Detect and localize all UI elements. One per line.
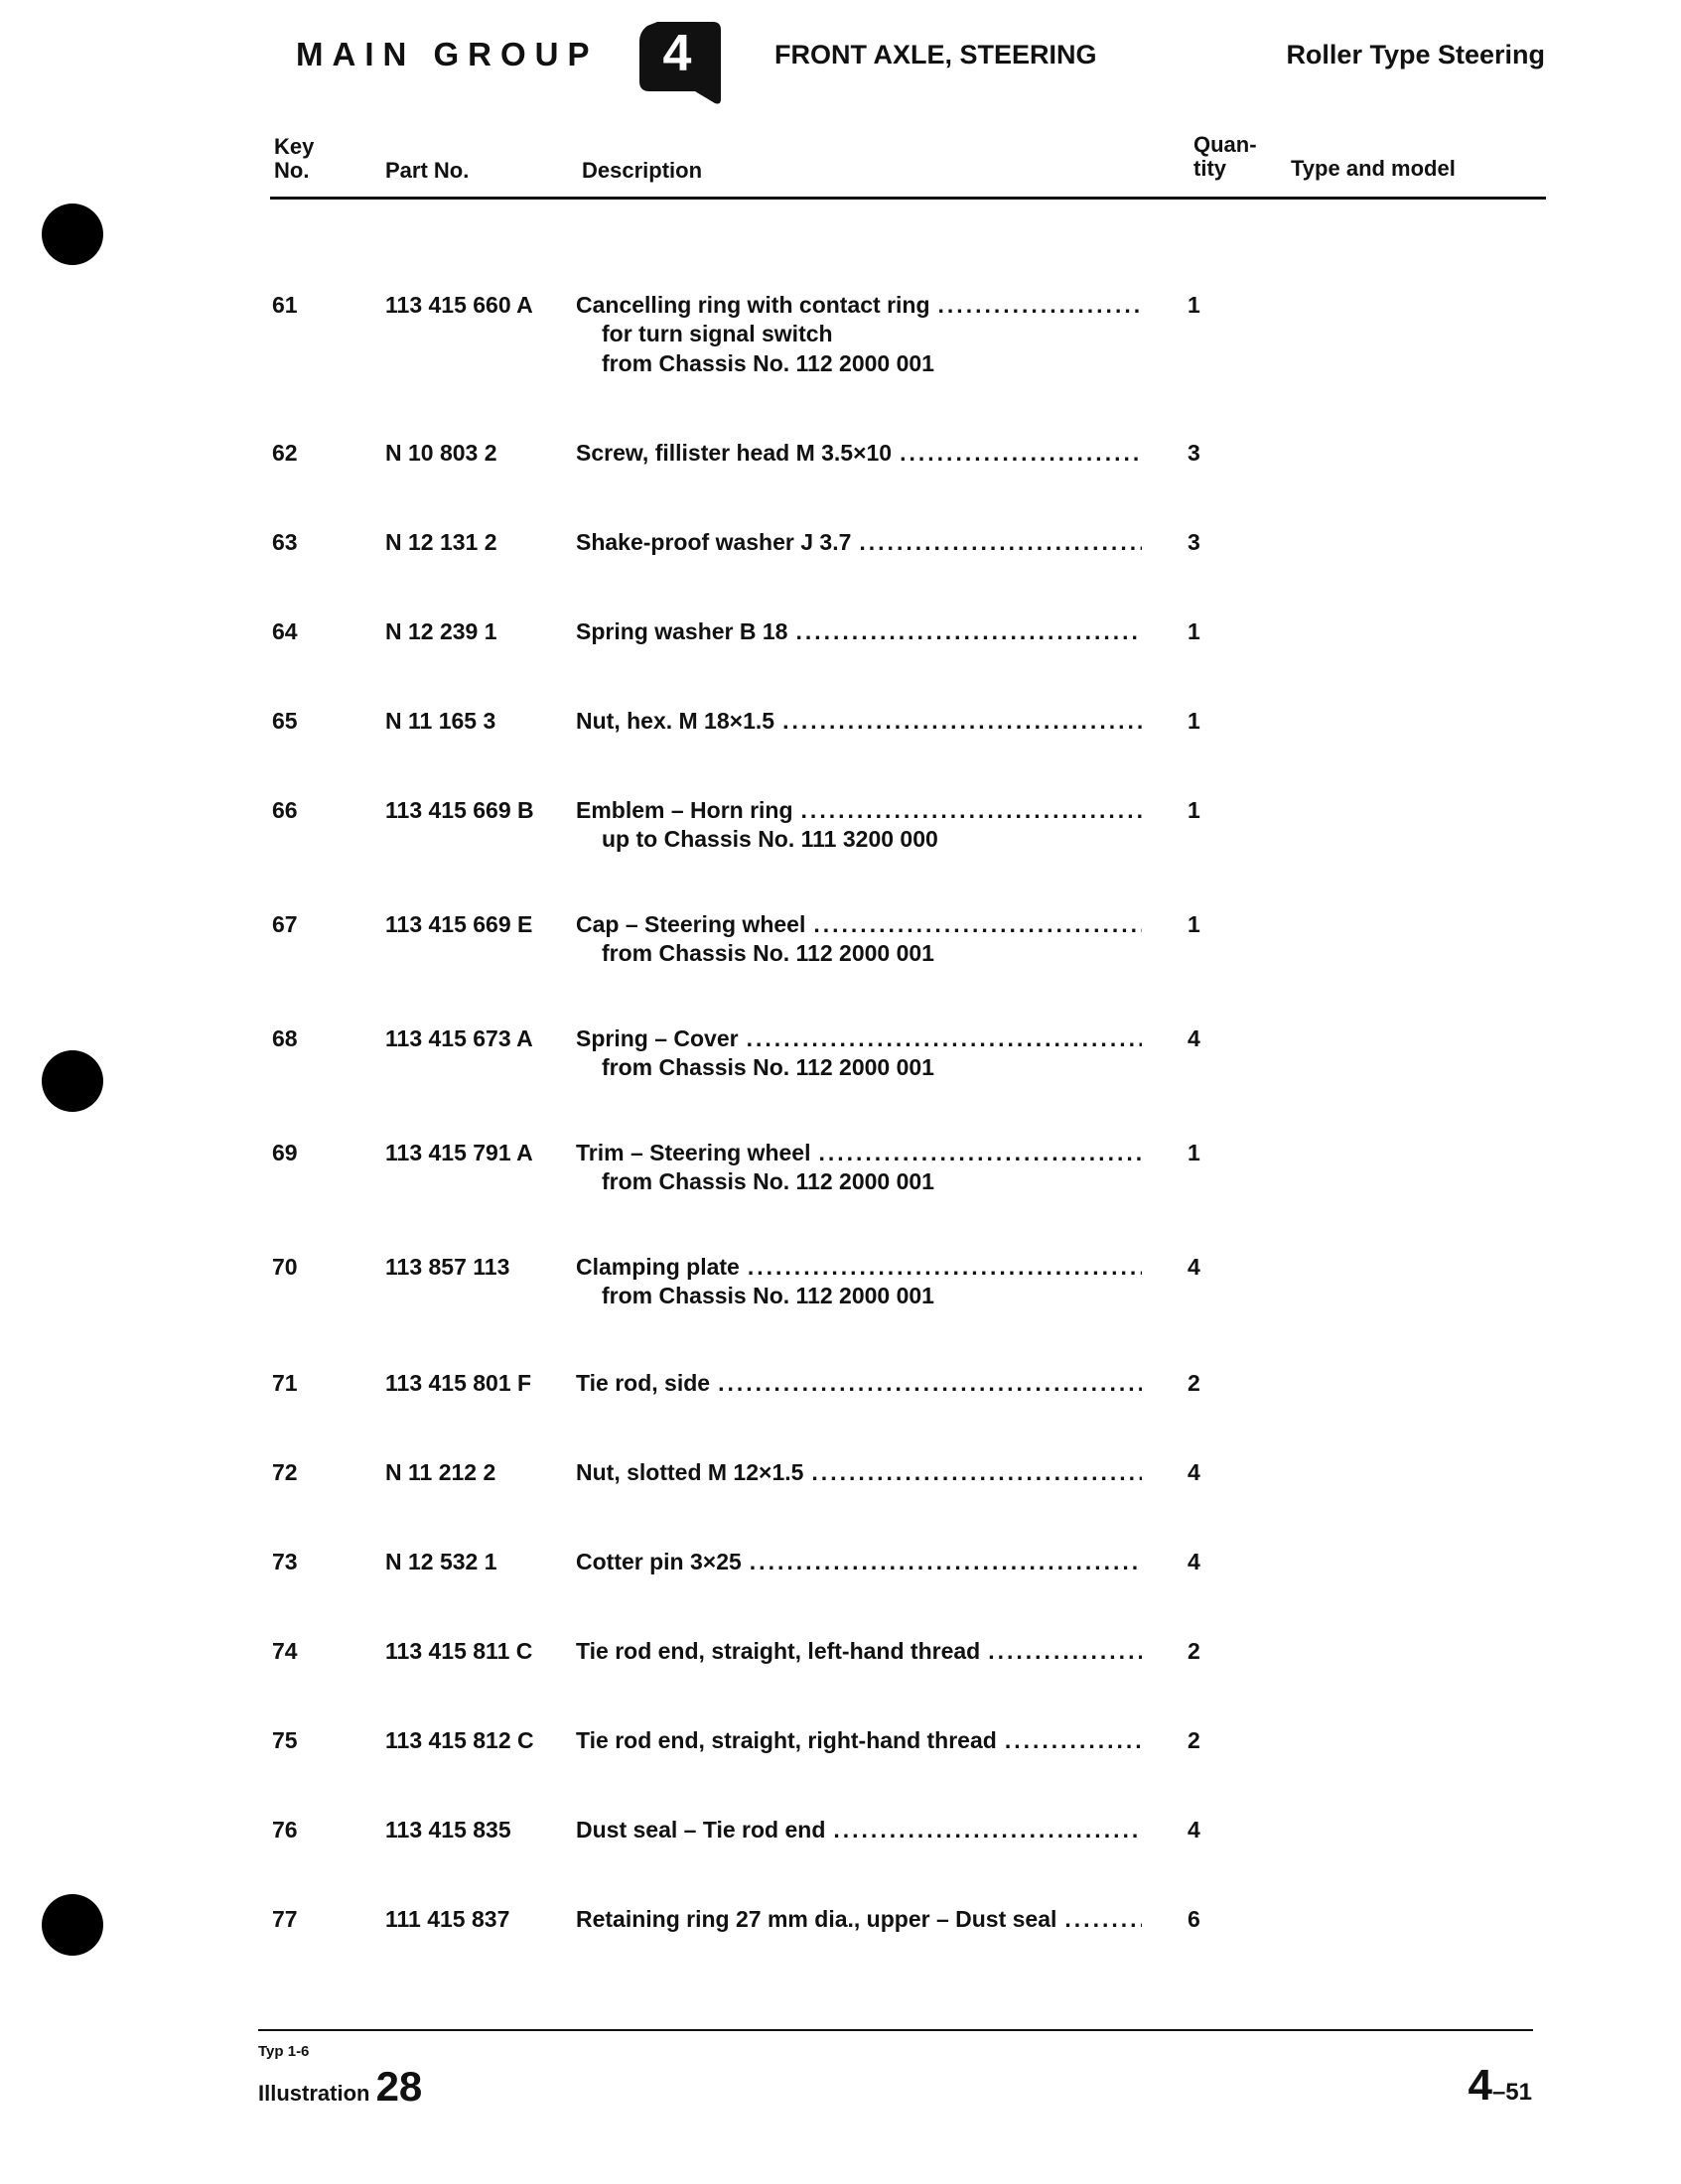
- quantity: 2: [1188, 1370, 1200, 1396]
- quantity: 1: [1188, 797, 1200, 823]
- part-number: 113 415 673 A: [385, 1025, 533, 1051]
- key-number: 62: [272, 440, 298, 466]
- dot-leader: [988, 1638, 1142, 1665]
- part-number: N 12 131 2: [385, 529, 497, 555]
- page-major: 4: [1468, 2061, 1492, 2110]
- quantity: 4: [1188, 1459, 1200, 1485]
- part-number: N 12 239 1: [385, 618, 497, 644]
- key-number: 66: [272, 797, 298, 823]
- quantity: 2: [1188, 1727, 1200, 1753]
- column-key-no: Key No.: [274, 134, 315, 183]
- key-number: 63: [272, 529, 298, 555]
- key-number: 73: [272, 1549, 298, 1574]
- dot-leader: [859, 529, 1142, 556]
- part-number: 113 415 791 A: [385, 1140, 533, 1165]
- part-description: [576, 1370, 1142, 1397]
- part-number: 113 857 113: [385, 1254, 510, 1280]
- part-number: 113 415 812 C: [385, 1727, 534, 1753]
- part-description: [576, 1549, 1142, 1575]
- description-text: Cotter pin 3×25: [576, 1549, 742, 1574]
- column-description: Description: [582, 158, 703, 183]
- quantity: 1: [1188, 618, 1200, 644]
- part-number: N 11 212 2: [385, 1459, 496, 1485]
- binder-hole: [42, 1894, 103, 1956]
- description-text: Screw, fillister head M 3.5×10: [576, 440, 893, 466]
- quantity: 1: [1188, 292, 1200, 318]
- illustration-number: 28: [375, 2063, 423, 2110]
- page-minor: 51: [1505, 2079, 1532, 2106]
- part-description: [576, 797, 1142, 854]
- key-number: 68: [272, 1025, 298, 1051]
- group-number: 4: [662, 25, 692, 82]
- part-description: [576, 292, 1142, 378]
- description-note: from Chassis No. 112 2000 001: [602, 1168, 934, 1194]
- part-number: 113 415 660 A: [385, 292, 533, 318]
- part-number: 113 415 835: [385, 1817, 511, 1843]
- quantity: 3: [1188, 440, 1200, 466]
- description-text: Clamping plate: [576, 1254, 740, 1280]
- illustration-label: Illustration: [258, 2081, 370, 2106]
- binder-hole: [42, 1050, 103, 1112]
- key-number: 74: [272, 1638, 298, 1664]
- part-number: 113 415 811 C: [385, 1638, 533, 1664]
- page-number: 4–51: [1468, 2061, 1532, 2110]
- quantity: 2: [1188, 1638, 1200, 1664]
- key-number: 77: [272, 1906, 298, 1932]
- key-number: 65: [272, 708, 298, 734]
- key-number: 61: [272, 292, 298, 318]
- dot-leader: [782, 708, 1142, 735]
- dot-leader: [1005, 1727, 1142, 1754]
- description-text: Cap – Steering wheel: [576, 911, 806, 937]
- part-description: [576, 1817, 1142, 1843]
- part-number: N 11 165 3: [385, 708, 496, 734]
- header-rule: [270, 197, 1546, 200]
- description-note: from Chassis No. 112 2000 001: [602, 350, 934, 376]
- key-number: 67: [272, 911, 298, 937]
- description-text: Spring – Cover: [576, 1025, 739, 1051]
- description-text: Shake-proof washer J 3.7: [576, 529, 852, 555]
- part-description: [576, 1140, 1142, 1196]
- quantity: 4: [1188, 1817, 1200, 1843]
- description-note: for turn signal switch: [602, 321, 833, 346]
- key-number: 70: [272, 1254, 298, 1280]
- part-description: [576, 1638, 1142, 1665]
- column-type-model: Type and model: [1291, 156, 1456, 181]
- description-text: Tie rod end, straight, left-hand thread: [576, 1638, 981, 1664]
- column-part-no: Part No.: [385, 158, 470, 183]
- part-number: N 12 532 1: [385, 1549, 497, 1574]
- part-description: [576, 1254, 1142, 1310]
- part-description: [576, 911, 1142, 968]
- part-description: [576, 1025, 1142, 1082]
- description-text: Nut, hex. M 18×1.5: [576, 708, 775, 734]
- column-quantity: Quan- tity: [1193, 132, 1257, 181]
- quantity: 3: [1188, 529, 1200, 555]
- quantity: 6: [1188, 1906, 1200, 1932]
- quantity: 1: [1188, 1140, 1200, 1165]
- part-number: 111 415 837: [385, 1906, 510, 1932]
- footer-rule: [258, 2029, 1533, 2031]
- footer-typ: Typ 1-6: [258, 2043, 310, 2060]
- part-description: [576, 618, 1142, 645]
- section-title: FRONT AXLE, STEERING: [774, 40, 1097, 69]
- dot-leader: [833, 1817, 1142, 1843]
- dot-leader: [818, 1140, 1142, 1166]
- part-number: N 10 803 2: [385, 440, 497, 466]
- description-note: from Chassis No. 112 2000 001: [602, 1283, 934, 1308]
- key-number: 71: [272, 1370, 298, 1396]
- part-number: 113 415 801 F: [385, 1370, 532, 1396]
- key-number: 76: [272, 1817, 298, 1843]
- key-number: 69: [272, 1140, 298, 1165]
- quantity: 4: [1188, 1254, 1200, 1280]
- part-description: [576, 708, 1142, 735]
- description-text: Nut, slotted M 12×1.5: [576, 1459, 804, 1485]
- dot-leader: [748, 1254, 1142, 1281]
- main-group-title: MAIN GROUP: [296, 36, 599, 72]
- quantity: 1: [1188, 708, 1200, 734]
- description-note: up to Chassis No. 111 3200 000: [602, 826, 938, 852]
- dot-leader: [938, 292, 1142, 319]
- key-number: 72: [272, 1459, 298, 1485]
- description-note: from Chassis No. 112 2000 001: [602, 1054, 934, 1080]
- dot-leader: [801, 797, 1142, 824]
- part-description: [576, 529, 1142, 556]
- dot-leader: [813, 911, 1142, 938]
- key-number: 64: [272, 618, 298, 644]
- dot-leader: [811, 1459, 1142, 1486]
- description-text: Emblem – Horn ring: [576, 797, 793, 823]
- dot-leader: [795, 618, 1142, 645]
- description-text: Dust seal – Tie rod end: [576, 1817, 826, 1843]
- description-text: Tie rod end, straight, right-hand thread: [576, 1727, 997, 1753]
- group-number-badge: [635, 14, 727, 105]
- quantity: 4: [1188, 1025, 1200, 1051]
- part-number: 113 415 669 E: [385, 911, 533, 937]
- description-text: Cancelling ring with contact ring: [576, 292, 930, 318]
- quantity: 4: [1188, 1549, 1200, 1574]
- dot-leader: [747, 1025, 1142, 1052]
- section-subtype: Roller Type Steering: [1286, 40, 1545, 69]
- footer-illustration: [258, 2063, 422, 2111]
- part-description: [576, 1906, 1142, 1933]
- description-text: Retaining ring 27 mm dia., upper – Dust seal: [576, 1906, 1057, 1932]
- quantity: 1: [1188, 911, 1200, 937]
- part-number: 113 415 669 B: [385, 797, 534, 823]
- key-number: 75: [272, 1727, 298, 1753]
- description-note: from Chassis No. 112 2000 001: [602, 940, 934, 966]
- dot-leader: [750, 1549, 1142, 1575]
- dot-leader: [1064, 1906, 1142, 1933]
- description-text: Spring washer B 18: [576, 618, 788, 644]
- part-description: [576, 1727, 1142, 1754]
- dot-leader: [718, 1370, 1142, 1397]
- description-text: Trim – Steering wheel: [576, 1140, 811, 1165]
- description-text: Tie rod, side: [576, 1370, 711, 1396]
- part-description: [576, 440, 1142, 467]
- part-description: [576, 1459, 1142, 1486]
- binder-hole: [42, 204, 103, 265]
- dot-leader: [900, 440, 1142, 467]
